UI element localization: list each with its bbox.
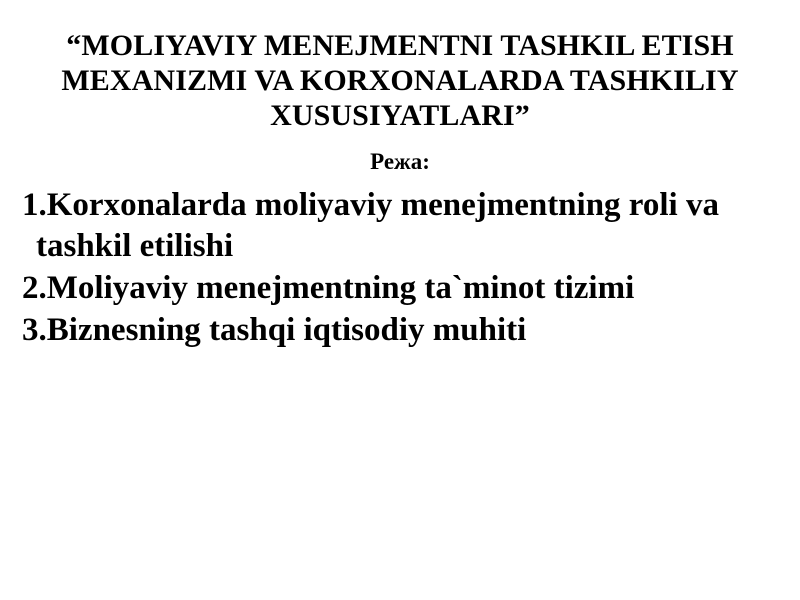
list-item: 3.Biznesning tashqi iqtisodiy muhiti [22,312,527,349]
list-item: 1.Korxonalarda moliyaviy menejmentning roli va tashkil etilishi [22,187,719,264]
list-item: 2.Moliyaviy menejmentning ta`minot tizimi [22,269,635,306]
slide-title: “MOLIYAVIY MENEJMENTNI TASHKIL ETISH MEXANIZMI VA KORXONALARDA TASHKILIY XUSUSIYATLARI” [61,29,739,133]
agenda-list [22,185,778,350]
agenda-heading: Режа: [370,149,430,175]
